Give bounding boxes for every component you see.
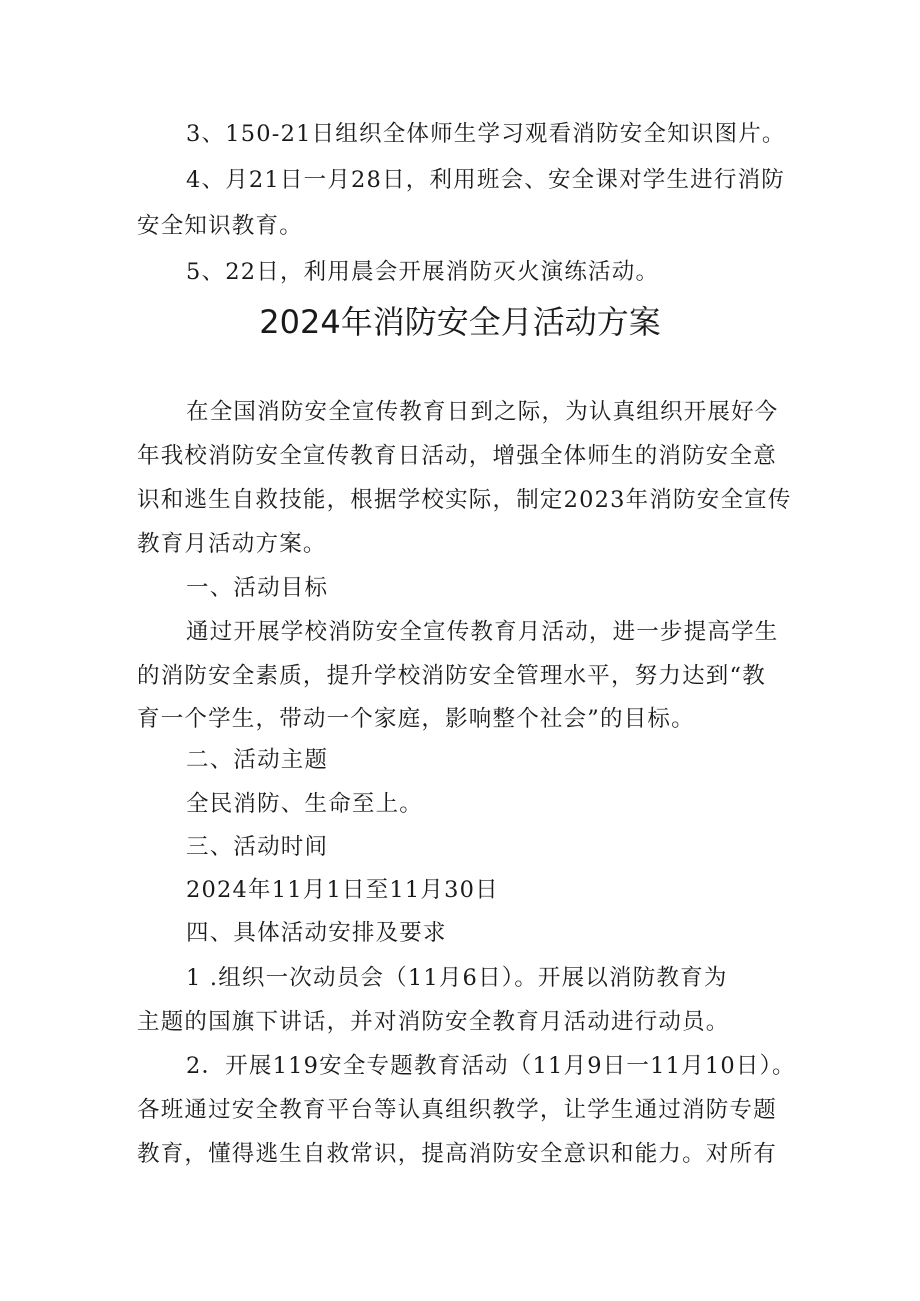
- text-line: 2．开展119安全专题教育活动（11月9日一11月10日）。: [186, 1053, 796, 1079]
- text-line: 在全国消防安全宣传教育日到之际，为认真组织开展好今: [186, 399, 779, 425]
- text-line: 教育，懂得逃生自救常识，提高消防安全意识和能力。对所有: [137, 1141, 777, 1167]
- document-title: 2024年消防安全月活动方案: [259, 303, 661, 341]
- text-line: 2024年11月1日至11月30日: [186, 877, 499, 903]
- text-line: 5、22日，利用晨会开展消防灭火演练活动。: [186, 259, 660, 285]
- text-line: 通过开展学校消防安全宣传教育月活动，进一步提高学生: [186, 619, 779, 645]
- text-line: 4、月21日一月28日，利用班会、安全课对学生进行消防: [186, 167, 785, 193]
- text-line: 主题的国旗下讲话，并对消防安全教育月活动进行动员。: [137, 1009, 730, 1035]
- text-line: 教育月活动方案。: [137, 531, 327, 557]
- text-line: 全民消防、生命至上。: [186, 791, 424, 817]
- text-line: 识和逃生自救技能，根据学校实际，制定2023年消防安全宣传: [137, 487, 792, 513]
- text-line: 育一个学生，带动一个家庭，影响整个社会”的目标。: [137, 706, 695, 732]
- text-line: 年我校消防安全宣传教育日活动，增强全体师生的消防安全意: [137, 443, 777, 469]
- text-line: 1 .组织一次动员会（11月6日）。开展以消防教育为: [186, 965, 728, 991]
- text-line: 安全知识教育。: [137, 213, 303, 239]
- text-line: 的消防安全素质，提升学校消防安全管理水平，努力达到“教: [137, 663, 766, 689]
- section-heading: 一、活动目标: [186, 575, 329, 601]
- section-heading: 三、活动时间: [186, 834, 329, 860]
- section-heading: 四、具体活动安排及要求: [186, 920, 447, 946]
- text-line: 各班通过安全教育平台等认真组织教学，让学生通过消防专题: [137, 1097, 777, 1123]
- text-line: 3、150-21日组织全体师生学习观看消防安全知识图片。: [186, 121, 786, 147]
- section-heading: 二、活动主题: [186, 747, 329, 773]
